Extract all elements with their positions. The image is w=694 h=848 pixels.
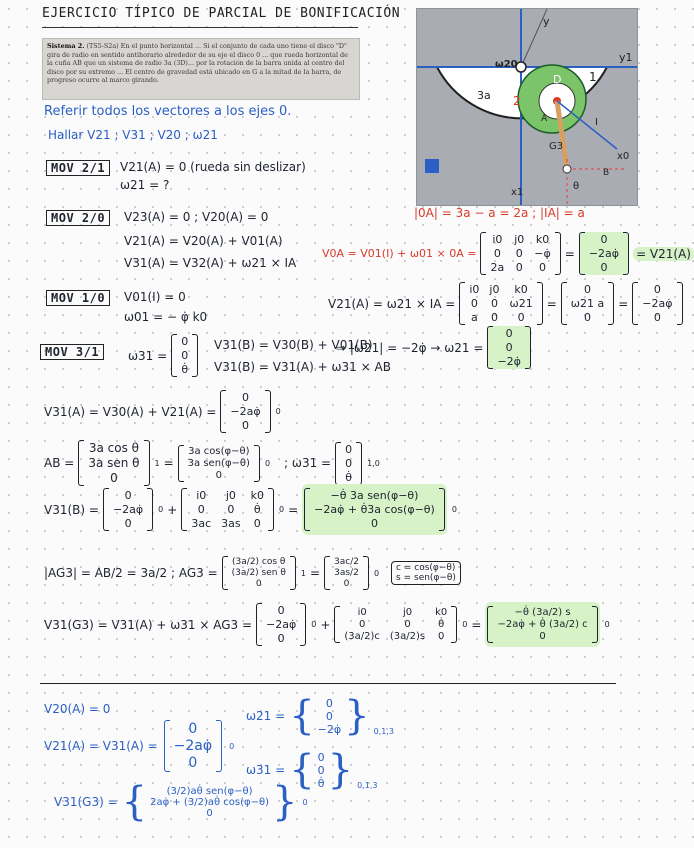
- det-cell: i0: [357, 607, 367, 618]
- vec-cell: −2aφ̇: [173, 738, 213, 754]
- label-D: D: [553, 73, 562, 86]
- vec-cell: 0: [277, 604, 285, 617]
- vec-cell: 0: [206, 807, 213, 819]
- vec-cell: −2φ̇: [317, 722, 342, 736]
- summary-w21-vector: { 0 0 −2φ̇ }: [289, 693, 370, 739]
- vec-cell: 0: [255, 579, 262, 589]
- vec-cell: −2aφ̇: [230, 405, 261, 418]
- ab-vector2: [178, 445, 260, 482]
- label-A: A: [541, 114, 548, 124]
- det-cell: k0: [435, 607, 448, 618]
- summary-v21-line: V21(A) = V31(A) = 0 −2aφ̇ 0 0: [44, 721, 235, 771]
- label-3a: 3a: [477, 89, 491, 102]
- vec-cell: (3a/2) cos θ: [232, 557, 286, 567]
- vec-cell: 0: [277, 632, 285, 645]
- mov31-label: MOV 3/1: [40, 344, 104, 360]
- v0a-result: [579, 232, 629, 275]
- vec-cell: 0: [653, 311, 661, 324]
- ab-w-lhs: ; ω31 =: [284, 456, 332, 470]
- v21-cross-lhs: V21(A) = ω21 × IA =: [328, 296, 456, 311]
- v21-cross-equation: V21(A) = ω21 × IA = i0 j0 k0 0 0 ω21 a 0 0 = 0 ω21 a 0 = 0 −2aφ̇ 0: [328, 282, 683, 325]
- vec-cell: 0: [317, 763, 325, 777]
- vec-cell: 0: [370, 517, 378, 530]
- vec-cell: 0: [242, 391, 249, 404]
- vec-cell: θ̇: [345, 470, 352, 484]
- det-cell: θ̇: [438, 619, 445, 630]
- vec-cell: 0: [110, 471, 118, 485]
- det-cell: i0: [469, 283, 480, 296]
- v31b-determinant: [181, 488, 274, 531]
- det-cell: 0: [490, 311, 498, 324]
- ab-lhs: AB =: [44, 456, 75, 470]
- label-1: 1: [589, 70, 597, 84]
- w31-def: [128, 334, 198, 377]
- label-2: 2: [513, 94, 521, 108]
- vec-cell: 0: [325, 696, 333, 710]
- ab-equation: AB = 3a cos θ 3a sen θ 0 1 = 3a cos(φ−θ) 3a sen(φ−θ) 0 0 ; ω31 = 0 0 θ̇ 1,0: [44, 441, 380, 485]
- label-y: y: [543, 15, 550, 28]
- w31-vector: [171, 334, 198, 377]
- det-cell: (3a/2)c: [344, 631, 380, 642]
- vec-cell: −θ̇ (3a/2) s: [514, 607, 571, 618]
- w21-then: ⇒ |ω21| = −2φ̇ → ω21 =: [336, 340, 484, 355]
- label-B: B: [603, 168, 610, 178]
- vec-cell: 0: [343, 579, 350, 589]
- mov31-line1: V31(B) = V30(B) + V01(B): [214, 338, 373, 352]
- det-cell: 0: [227, 503, 235, 516]
- det-cell: 0: [515, 247, 523, 260]
- vec-cell: 3a sen θ: [88, 456, 140, 470]
- vec-cell: −2aφ̇: [112, 503, 144, 516]
- c-definition: c = cos(φ−θ): [396, 563, 456, 573]
- det-cell: 0: [197, 503, 205, 516]
- vec-cell: 0: [505, 327, 513, 340]
- v31g-vector: [256, 603, 306, 646]
- summary-v21-lhs: V21(A) = V31(A) =: [44, 739, 158, 753]
- find-instruction: Hallar V21 ; V31 ; V20 ; ω21: [48, 128, 218, 142]
- problem-body: (TS5-S2a) En el punto horizontal ... Si el conjunto de cada uno tiene el disco "D" gira de radio en sentido antihorario alrededor de su eje el disco 0 ... que rueda horizontal de la cuña AB que un sistema de radio 3a (3D)... por la rotación de la barra unida al centro del disco por su extremo ... El centro de gravedad está ubicado en G a la mitad de la barra, de progreso ocurre al marco girando.: [47, 42, 348, 85]
- label-x1: x1: [511, 187, 524, 198]
- mov20-line2: V21(A) = V20(A) + V01(A): [124, 234, 283, 248]
- vec-cell: −2aφ̇: [588, 247, 620, 260]
- vec-cell: 3a cos θ: [88, 441, 139, 455]
- det-cell: j0: [402, 607, 413, 618]
- vec-cell: ω21 a: [570, 297, 605, 310]
- label-w20: ω20: [495, 59, 518, 70]
- summary-w31-sub: 0,1,3: [357, 781, 378, 790]
- det-cell: i0: [492, 233, 503, 246]
- label-G3: G3: [549, 141, 564, 152]
- det-cell: a: [471, 311, 478, 324]
- mov21-label: MOV 2/1: [46, 160, 110, 176]
- v21-determinant: [459, 282, 542, 325]
- vec-cell: 0: [242, 419, 249, 432]
- det-cell: (3a/2)s: [389, 631, 426, 642]
- det-cell: 0: [515, 261, 523, 274]
- vec-cell: 0: [505, 341, 513, 354]
- vec-cell: θ̇: [181, 363, 189, 376]
- page-title: EJERCICIO TÍPICO DE PARCIAL DE BONIFICACIÓN: [42, 6, 401, 21]
- cs-definitions: [391, 561, 461, 585]
- summary-divider: [40, 683, 616, 684]
- s-definition: s = sen(φ−θ): [396, 573, 456, 583]
- mov10-label: MOV 1/0: [46, 290, 110, 306]
- vec-cell: 0: [583, 311, 591, 324]
- vec-cell: 0: [181, 349, 189, 362]
- v31g-result: [485, 602, 599, 647]
- det-cell: 3as: [221, 517, 241, 530]
- summary-v21-vector: [164, 720, 222, 772]
- mov20-line3: V31(A) = V32(A) + ω21 × IA: [124, 256, 297, 270]
- vec-cell: 0: [124, 489, 132, 502]
- label-x0: x0: [617, 151, 630, 162]
- v31g-lhs: V31(G3) = V31(A) + ω31 × AG3 =: [44, 617, 252, 632]
- vec-cell: 3as/2: [334, 568, 359, 578]
- vec-cell: (3a/2) sen θ: [231, 568, 286, 578]
- ab-w-vector: [335, 442, 362, 485]
- vec-cell: 0: [600, 261, 608, 274]
- v31a-vector: [220, 390, 270, 433]
- ag-vector1: [222, 556, 296, 590]
- det-cell: θ̇: [253, 503, 261, 516]
- summary-w21-line: [246, 693, 394, 739]
- mov31-line2: V31(B) = V31(A) + ω31 × AB: [214, 360, 391, 374]
- v31b-vector: [103, 488, 153, 531]
- det-cell: 3ac: [191, 517, 212, 530]
- mov21-line1: V21(A) = 0 (rueda sin deslizar): [120, 160, 306, 174]
- vec-cell: 0: [188, 721, 198, 737]
- det-cell: j0: [514, 233, 525, 246]
- v0a-end: = V21(A): [633, 247, 694, 261]
- label-I: I: [595, 117, 598, 128]
- det-cell: 0: [438, 631, 445, 642]
- det-cell: 0: [358, 619, 366, 630]
- mov10-line1: V01(I) = 0: [124, 290, 186, 304]
- vec-cell: 0: [345, 456, 353, 470]
- det-cell: 0: [517, 311, 525, 324]
- vec-cell: 0: [345, 442, 353, 456]
- v31a-lhs: V31(A) = V30(A) + V21(A) =: [44, 404, 217, 419]
- det-cell: 0: [404, 619, 411, 630]
- v0a-equation: V0A = V01(I) + ω01 × 0A = i0 j0 k0 0 0 −φ̇ 2a 0 0 = 0 −2aφ̇ 0 = V21(A): [322, 232, 694, 275]
- vec-cell: 0: [215, 469, 222, 481]
- ab-vector1: [78, 440, 149, 486]
- det-cell: 0: [470, 297, 478, 310]
- det-cell: j0: [489, 283, 500, 296]
- summary-v31g-lhs: V31(G3) =: [54, 795, 118, 809]
- vec-cell: 0: [600, 233, 608, 246]
- det-cell: 0: [253, 517, 261, 530]
- vec-cell: (3/2)aθ̇ sen(φ−θ): [166, 785, 253, 797]
- summary-w21-lhs: ω21 =: [246, 709, 286, 723]
- det-cell: 0: [493, 247, 501, 260]
- det-cell: k0: [250, 489, 264, 502]
- vec-cell: 3ac/2: [334, 557, 359, 567]
- det-cell: k0: [535, 233, 550, 246]
- refer-instruction: Referir todos los vectores a los ejes 0.: [44, 104, 292, 119]
- vec-cell: −2aφ̇: [266, 618, 297, 631]
- vec-cell: −2aφ̇: [642, 297, 673, 310]
- v31b-equation: V31(B) = 0 −2aφ̇ 0 0 + i0 j0 k0 0 0 θ̇ 3ac 3as 0 0 = −θ̇ 3a sen(φ−θ) −2aφ̇ + θ̇3a cos(φ−θ) 0 0: [44, 484, 457, 535]
- summary-v31g-vector: { (3/2)aθ̇ sen(φ−θ) 2aφ̇ + (3/2)aθ̇ cos(φ−θ) 0 }: [121, 779, 298, 825]
- ag-lhs: |AG3| = AB/2 = 3a/2 ; AG3 =: [44, 566, 218, 580]
- vec-cell: 2aφ̇ + (3/2)aθ̇ cos(φ−θ): [150, 796, 269, 808]
- mov20-label: MOV 2/0: [46, 210, 110, 226]
- v31g-equation: V31(G3) = V31(A) + ω31 × AG3 = 0 −2aφ̇ 0 0 + i0 j0 k0 0 0 θ̇ (3a/2)c (3a/2)s 0 0 = −θ̇ (3a/2) s −2aφ̇ + θ̇ (3a/2) c 0 0: [44, 604, 610, 645]
- vec-cell: −2φ̇: [497, 355, 521, 368]
- summary-w31-lhs: ω31 =: [246, 763, 286, 777]
- summary-v20: V20(A) = 0: [44, 702, 111, 716]
- det-cell: −φ̇: [534, 247, 551, 260]
- mov20-line1: V23(A) = 0 ; V20(A) = 0: [124, 210, 269, 224]
- v31g-determinant: [334, 606, 457, 643]
- ag-vector2: [324, 556, 369, 590]
- vec-cell: 0: [325, 709, 333, 723]
- vec-cell: −2aφ̇ + θ̇3a cos(φ−θ): [314, 503, 435, 516]
- vec-cell: 0: [539, 631, 546, 642]
- vec-cell: 0: [181, 335, 189, 348]
- summary-w31-vector: { 0 0 θ̇ }: [289, 747, 354, 793]
- ag-equation: |AG3| = AB/2 = 3a/2 ; AG3 = (3a/2) cos θ (3a/2) sen θ 0 1 = 3ac/2 3as/2 0 0 c = cos(φ−θ) s = sen(φ−θ): [44, 556, 461, 590]
- vec-cell: 0: [317, 750, 325, 764]
- v21-res: [632, 282, 682, 325]
- w21-vector: [487, 326, 530, 369]
- det-cell: ω21: [509, 297, 533, 310]
- vec-cell: −2aφ̇ + θ̇ (3a/2) c: [497, 619, 588, 630]
- vec-cell: 0: [188, 755, 198, 771]
- v31b-result: [302, 484, 447, 535]
- vec-cell: −θ̇ 3a sen(φ−θ): [330, 489, 419, 502]
- summary-w21-sub: 0,1,3: [373, 727, 394, 736]
- problem-label: Sistema 2.: [47, 42, 85, 50]
- det-cell: j0: [225, 489, 236, 502]
- det-cell: k0: [514, 283, 528, 296]
- v21-mid: [561, 282, 614, 325]
- v31b-lhs: V31(B) =: [44, 502, 99, 517]
- det-cell: i0: [196, 489, 207, 502]
- mov21-line2: ω21 = ?: [120, 178, 170, 192]
- vec-cell: 3a cos(φ−θ): [188, 445, 250, 457]
- vec-cell: 0: [653, 283, 661, 296]
- title-underline: [42, 27, 358, 28]
- vec-cell: 3a sen(φ−θ): [187, 457, 250, 469]
- v0a-determinant: [480, 232, 560, 275]
- mechanism-diagram: [417, 9, 637, 205]
- det-cell: 2a: [490, 261, 505, 274]
- w31-lhs: ω31 =: [128, 348, 168, 363]
- v31a-equation: V31(A) = V30(A) + V21(A) = 0 −2aφ̇ 0 0: [44, 391, 281, 432]
- vec-cell: θ̇: [317, 776, 325, 790]
- problem-statement: [42, 38, 360, 100]
- vec-cell: 0: [583, 283, 591, 296]
- mechanism-photo: [416, 8, 638, 206]
- v0a-lhs: V0A = V01(I) + ω01 × 0A =: [322, 247, 477, 260]
- label-theta: θ: [573, 181, 580, 192]
- vec-cell: 0: [124, 517, 132, 530]
- summary-v31g-line: V31(G3) = { (3/2)aθ̇ sen(φ−θ) 2aφ̇ + (3/2)aθ̇ cos(φ−θ) 0 } 0: [54, 779, 308, 825]
- mov10-line2: ω01 = − φ̇ k0: [124, 310, 208, 324]
- distance-note: |0A| = 3a − a = 2a ; |IA| = a: [414, 206, 585, 220]
- det-cell: 0: [539, 261, 547, 274]
- det-cell: 0: [490, 297, 498, 310]
- label-y1: y1: [619, 51, 633, 64]
